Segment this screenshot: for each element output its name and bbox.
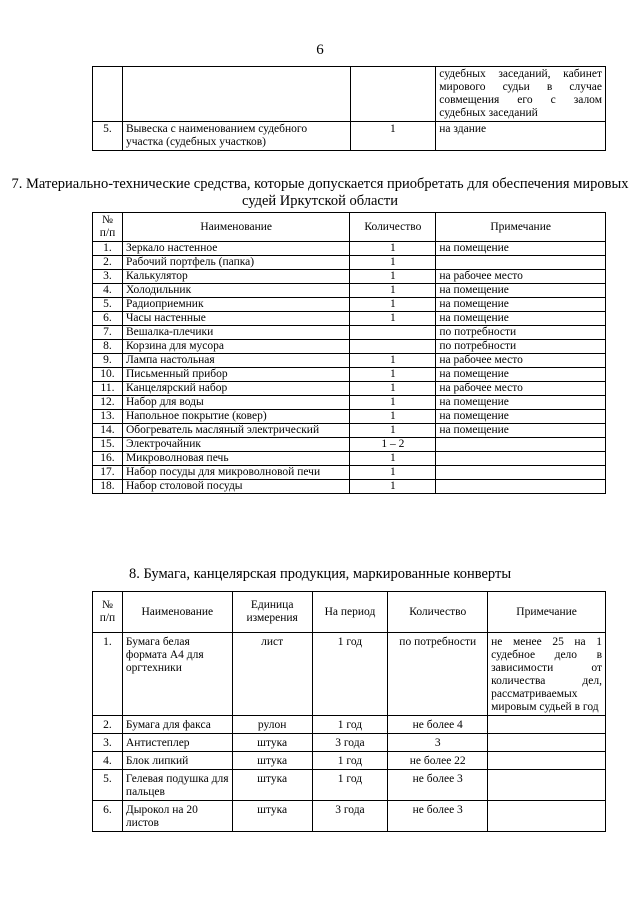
table-row [93,242,606,256]
cell-qty: 1 [350,368,436,382]
cell-num: 2. [93,716,123,734]
cell-note [436,438,606,452]
cell-qty: не более 22 [388,752,488,770]
cell-note: на рабочее место [436,382,606,396]
cell-note: на рабочее место [436,354,606,368]
header-name: Наименование [122,592,232,633]
cell-name: Напольное покрытие (ковер) [122,410,349,424]
cell-name: Калькулятор [122,270,349,284]
cell-qty: 1 [350,396,436,410]
cell-note [436,480,606,494]
header-num: № п/п [93,213,123,242]
cell-num: 5. [93,298,123,312]
cell-note: по потребности [436,326,606,340]
table-row [93,312,606,326]
cell-name: Антистеплер [122,734,232,752]
cell-qty [350,326,436,340]
table-row [93,122,606,151]
table-row [93,452,606,466]
cell-qty: 1 [350,480,436,494]
cell-note: на помещение [436,368,606,382]
cell-note: на помещение [436,424,606,438]
cell-note: на помещение [436,312,606,326]
cell-name: Обогреватель масляный электрический [122,424,349,438]
cell-period: 1 год [312,716,388,734]
cell-note: на здание [436,122,606,151]
table-row [93,382,606,396]
cell-num: 4. [93,752,123,770]
table-row [93,354,606,368]
cell-num: 1. [93,242,123,256]
table-row [93,752,606,770]
cell-num: 16. [93,452,123,466]
cell-name: Блок липкий [122,752,232,770]
cell-name [122,67,350,122]
header-period: На период [312,592,388,633]
cell-num: 8. [93,340,123,354]
table-header-row [93,213,606,242]
cell-name: Холодильник [122,284,349,298]
cell-unit: рулон [232,716,312,734]
cell-qty: 1 [350,312,436,326]
cell-note [488,801,606,832]
cell-qty: 1 [350,284,436,298]
cell-name: Гелевая подушка для пальцев [122,770,232,801]
cell-qty: 1 [350,270,436,284]
cell-num [93,67,123,122]
cell-num: 3. [93,734,123,752]
header-qty: Количество [350,213,436,242]
cell-name: Электрочайник [122,438,349,452]
cell-qty: 1 [350,122,436,151]
header-note: Примечание [436,213,606,242]
header-qty: Количество [388,592,488,633]
cell-unit: штука [232,801,312,832]
cell-period: 1 год [312,752,388,770]
cell-num: 11. [93,382,123,396]
cell-note: судебных заседаний, кабинет мирового судьи в случае совмещения его с залом судебных заседаний [436,67,606,122]
cell-note: не менее 25 на 1 судебное дело в зависимости от количества дел, рассматриваемых мировым судьей в год [488,633,606,716]
table-row [93,368,606,382]
cell-unit: лист [232,633,312,716]
cell-note [488,716,606,734]
cell-num: 6. [93,801,123,832]
cell-note: на помещение [436,298,606,312]
section-7-table [92,212,606,494]
cell-num: 2. [93,256,123,270]
cell-name: Зеркало настенное [122,242,349,256]
cell-qty: 1 [350,256,436,270]
cell-qty [350,67,436,122]
cell-qty: 1 [350,410,436,424]
cell-qty: не более 4 [388,716,488,734]
table-row [93,770,606,801]
header-unit: Единица измерения [232,592,312,633]
table-row [93,438,606,452]
cell-unit: штука [232,734,312,752]
section-8-title: 8. Бумага, канцелярская продукция, маркированные конверты [128,566,512,582]
cell-num: 9. [93,354,123,368]
cell-note [488,734,606,752]
cell-qty: 1 – 2 [350,438,436,452]
cell-unit: штука [232,770,312,801]
cell-qty: не более 3 [388,801,488,832]
cell-qty: 1 [350,452,436,466]
cell-note: на помещение [436,284,606,298]
cell-note: по потребности [436,340,606,354]
cell-note: на помещение [436,396,606,410]
header-num: № п/п [93,592,123,633]
cell-num: 7. [93,326,123,340]
table-row [93,67,606,122]
cell-num: 5. [93,122,123,151]
continuation-table [92,66,606,151]
header-name: Наименование [122,213,349,242]
cell-qty: 1 [350,298,436,312]
page-number: 6 [316,42,324,58]
cell-num: 14. [93,424,123,438]
cell-name: Радиоприемник [122,298,349,312]
cell-name: Письменный прибор [122,368,349,382]
table-row [93,284,606,298]
table-row [93,424,606,438]
table-row [93,298,606,312]
table-header-row [93,592,606,633]
cell-note: на помещение [436,410,606,424]
cell-name: Набор столовой посуды [122,480,349,494]
cell-qty: 1 [350,354,436,368]
cell-note [436,452,606,466]
section-8-table [92,591,606,832]
cell-qty: 1 [350,466,436,480]
cell-name: Рабочий портфель (папка) [122,256,349,270]
section-7-title: 7. Материально-технические средства, которые допускается приобретать для обеспечения мировых судей Иркутской области [11,176,629,209]
cell-num: 17. [93,466,123,480]
cell-name: Бумага белая формата А4 для оргтехники [122,633,232,716]
cell-name: Канцелярский набор [122,382,349,396]
table-row [93,270,606,284]
table-row [93,734,606,752]
table-row [93,256,606,270]
cell-name: Набор для воды [122,396,349,410]
cell-qty: 1 [350,424,436,438]
table-row [93,716,606,734]
table-row [93,466,606,480]
cell-num: 13. [93,410,123,424]
cell-name: Вешалка-плечики [122,326,349,340]
table-row [93,340,606,354]
cell-note: на помещение [436,242,606,256]
cell-name: Вывеска с наименованием судебного участка (судебных участков) [122,122,350,151]
cell-name: Часы настенные [122,312,349,326]
table-row [93,396,606,410]
cell-period: 3 года [312,801,388,832]
cell-qty [350,340,436,354]
cell-qty: 1 [350,382,436,396]
cell-period: 3 года [312,734,388,752]
cell-name: Набор посуды для микроволновой печи [122,466,349,480]
cell-qty: по потребности [388,633,488,716]
cell-note: на рабочее место [436,270,606,284]
cell-name: Бумага для факса [122,716,232,734]
cell-note [488,770,606,801]
header-note: Примечание [488,592,606,633]
cell-num: 18. [93,480,123,494]
cell-name: Лампа настольная [122,354,349,368]
table-row [93,410,606,424]
cell-name: Дырокол на 20 листов [122,801,232,832]
cell-num: 12. [93,396,123,410]
cell-name: Микроволновая печь [122,452,349,466]
cell-note [436,466,606,480]
cell-period: 1 год [312,633,388,716]
table-row [93,801,606,832]
cell-note [436,256,606,270]
cell-period: 1 год [312,770,388,801]
table-row [93,480,606,494]
cell-qty: 1 [350,242,436,256]
table-row [93,326,606,340]
cell-unit: штука [232,752,312,770]
cell-num: 5. [93,770,123,801]
cell-num: 1. [93,633,123,716]
cell-qty: 3 [388,734,488,752]
cell-num: 10. [93,368,123,382]
cell-name: Корзина для мусора [122,340,349,354]
cell-num: 15. [93,438,123,452]
cell-note [488,752,606,770]
cell-num: 3. [93,270,123,284]
cell-num: 6. [93,312,123,326]
cell-qty: не более 3 [388,770,488,801]
table-row [93,633,606,716]
cell-num: 4. [93,284,123,298]
